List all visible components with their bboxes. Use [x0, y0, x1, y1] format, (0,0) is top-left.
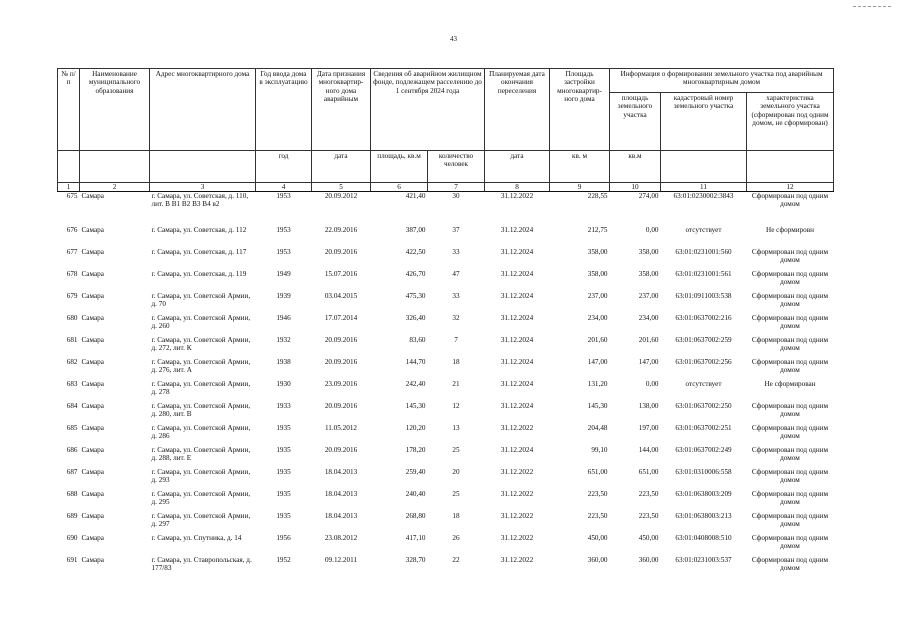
cell-end: 31.12.2024	[500, 402, 534, 410]
cell-cad: 63:01:0310006:558	[675, 468, 732, 476]
cell-char: Сформирован под одним домом	[751, 534, 829, 551]
cell-date: 15.07.2016	[324, 270, 358, 278]
cell-end: 31.12.2024	[500, 358, 534, 366]
cell-num: 681	[66, 336, 78, 344]
cell-cad: 63:01:0408008:510	[675, 534, 732, 542]
cell-bldg: 204,48	[587, 424, 608, 432]
cell-bldg: 147,00	[587, 358, 608, 366]
cell-people: 30	[452, 192, 460, 200]
cell-area: 145,30	[405, 402, 426, 410]
cell-char: Не сформировн	[766, 226, 815, 234]
cell-area: 178,20	[405, 446, 426, 454]
cell-people: 22	[452, 556, 460, 564]
cell-people: 12	[452, 402, 460, 410]
header-cadastral: кадастровый номер земельного участка	[661, 93, 747, 151]
cell-num: 677	[66, 248, 78, 256]
cell-cad: 63:01:0231003:537	[675, 556, 732, 564]
cell-end: 31.12.2022	[500, 490, 534, 498]
table-row	[58, 292, 834, 314]
cell-bldg: 201,60	[587, 336, 608, 344]
cell-end: 31.12.2022	[500, 468, 534, 476]
cell-year: 1935	[276, 512, 291, 520]
colnum-10: 10	[610, 183, 661, 192]
cell-mun: Самара	[81, 468, 104, 476]
cell-area: 242,40	[405, 380, 426, 388]
page-number: 43	[450, 35, 457, 43]
cell-bldg: 358,00	[587, 248, 608, 256]
cell-addr: г. Самара, ул. Советская, д. 119	[151, 270, 247, 278]
cell-year: 1956	[276, 534, 291, 542]
unit-empty-12	[747, 151, 834, 183]
cell-cad: 63:01:0911003:538	[675, 292, 732, 300]
cell-bldg: 228,55	[587, 192, 608, 200]
cell-char: Сформирован под одним домом	[751, 270, 829, 287]
cell-year: 1953	[276, 226, 291, 234]
cell-char: Сформирован под одним домом	[751, 556, 829, 573]
cell-year: 1935	[276, 424, 291, 432]
cell-mun: Самара	[81, 314, 104, 322]
cell-date: 20.09.2016	[324, 446, 358, 454]
cell-year: 1932	[276, 336, 291, 344]
unit-empty-3	[150, 151, 256, 183]
cell-mun: Самара	[81, 336, 104, 344]
cell-area: 120,20	[405, 424, 426, 432]
header-num: № п/п	[58, 69, 80, 151]
cell-char: Не сформирован	[764, 380, 816, 388]
cell-addr: г. Самара, ул. Советской Армии, д. 297	[151, 512, 251, 529]
corner-scan-mark	[853, 6, 891, 7]
cell-year: 1935	[276, 446, 291, 454]
unit-date2: дата	[485, 151, 550, 183]
cell-people: 25	[452, 446, 460, 454]
cell-num: 679	[66, 292, 78, 300]
cell-mun: Самара	[81, 556, 104, 564]
colnum-4: 4	[256, 183, 312, 192]
colnum-9: 9	[550, 183, 610, 192]
cell-num: 683	[66, 380, 78, 388]
cell-addr: г. Самара, ул. Спутника, д. 14	[151, 534, 242, 542]
cell-date: 09.12.2011	[324, 556, 358, 564]
header-year: Год ввода дома в эксплуатацию	[256, 69, 312, 151]
unit-date: дата	[312, 151, 371, 183]
cell-date: 20.09.2016	[324, 336, 358, 344]
cell-addr: г. Самара, ул. Советской Армии, д. 286	[151, 424, 251, 441]
colnum-11: 11	[661, 183, 747, 192]
cell-addr: г. Самара, ул. Советская, д. 110, лит. В В1 В2 В3 В4 в2	[151, 192, 249, 209]
cell-cad: 63:01:0230002:3843	[673, 192, 734, 200]
cell-cad: 63:01:0231001:560	[675, 248, 732, 256]
cell-people: 21	[452, 380, 460, 388]
cell-end: 31.12.2024	[500, 226, 534, 234]
colnum-5: 5	[312, 183, 371, 192]
cell-land: 358,00	[638, 248, 659, 256]
emergency-housing-table	[57, 68, 834, 578]
cell-date: 18.04.2013	[324, 468, 358, 476]
cell-land: 360,00	[638, 556, 659, 564]
cell-addr: г. Самара, ул. Ставропольская, д. 177/83	[151, 556, 252, 573]
cell-land: 223,50	[638, 512, 659, 520]
cell-num: 687	[66, 468, 78, 476]
table-row	[58, 446, 834, 468]
colnum-2: 2	[80, 183, 150, 192]
cell-bldg: 450,00	[587, 534, 608, 542]
cell-land: 651,00	[638, 468, 659, 476]
cell-bldg: 145,30	[587, 402, 608, 410]
cell-mun: Самара	[81, 192, 104, 200]
cell-date: 20.09.2016	[324, 402, 358, 410]
cell-area: 426,70	[405, 270, 426, 278]
cell-char: Сформирован под одним домом	[751, 248, 829, 265]
cell-year: 1949	[276, 270, 291, 278]
cell-bldg: 237,00	[587, 292, 608, 300]
cell-people: 7	[454, 336, 458, 344]
cell-mun: Самара	[81, 358, 104, 366]
cell-year: 1939	[276, 292, 291, 300]
table-row	[58, 402, 834, 424]
cell-bldg: 234,00	[587, 314, 608, 322]
cell-land: 0,00	[645, 380, 659, 388]
cell-area: 421,40	[405, 192, 426, 200]
cell-bldg: 651,00	[587, 468, 608, 476]
unit-empty-11	[661, 151, 747, 183]
cell-date: 20.09.2016	[324, 358, 358, 366]
header-municipality: Наименование муниципального образования	[80, 69, 150, 151]
table-row	[58, 512, 834, 534]
cell-num: 688	[66, 490, 78, 498]
cell-char: Сформирован под одним домом	[751, 358, 829, 375]
cell-end: 31.12.2024	[500, 380, 534, 388]
cell-cad: 63:01:0231001:561	[675, 270, 732, 278]
cell-mun: Самара	[81, 534, 104, 542]
cell-mun: Самара	[81, 424, 104, 432]
cell-mun: Самара	[81, 248, 104, 256]
cell-area: 475,30	[405, 292, 426, 300]
cell-char: Сформирован под одним домом	[751, 336, 829, 353]
cell-area: 387,00	[405, 226, 426, 234]
cell-mun: Самара	[81, 490, 104, 498]
cell-date: 11.05.2012	[324, 424, 358, 432]
cell-bldg: 212,75	[587, 226, 608, 234]
colnum-12: 12	[747, 183, 834, 192]
table-row	[58, 534, 834, 556]
cell-num: 685	[66, 424, 78, 432]
cell-num: 680	[66, 314, 78, 322]
cell-addr: г. Самара, ул. Советская, д. 112	[151, 226, 247, 234]
header-date-recognized: Дата признания многоквартир-ного дома аварийным	[312, 69, 371, 151]
cell-cad: 63:01:0637002:256	[675, 358, 732, 366]
cell-year: 1953	[276, 192, 291, 200]
cell-people: 18	[452, 358, 460, 366]
cell-bldg: 131,20	[587, 380, 608, 388]
cell-bldg: 223,50	[587, 512, 608, 520]
table-row	[58, 380, 834, 402]
cell-cad: отсутствует	[685, 380, 722, 388]
cell-date: 23.09.2016	[324, 380, 358, 388]
cell-mun: Самара	[81, 512, 104, 520]
cell-year: 1938	[276, 358, 291, 366]
colnum-8: 8	[485, 183, 550, 192]
table-row	[58, 248, 834, 270]
cell-addr: г. Самара, ул. Советской Армии, д. 293	[151, 468, 251, 485]
cell-addr: г. Самара, ул. Советской Армии, д. 260	[151, 314, 251, 331]
cell-bldg: 360,00	[587, 556, 608, 564]
header-building-area: Площадь застройки многоквартир-ного дома	[550, 69, 610, 151]
cell-num: 682	[66, 358, 78, 366]
table-body	[58, 192, 834, 579]
cell-bldg: 358,00	[587, 270, 608, 278]
cell-year: 1935	[276, 490, 291, 498]
cell-date: 23.08.2012	[324, 534, 358, 542]
cell-land: 201,60	[638, 336, 659, 344]
cell-date: 18.04.2013	[324, 490, 358, 498]
cell-num: 675	[66, 192, 78, 200]
header-land-info: Информация о формировании земельного участка под аварийным многоквартирным домом	[610, 69, 834, 93]
header-planned-end: Планируемая дата окончания переселения	[485, 69, 550, 151]
cell-num: 689	[66, 512, 78, 520]
table-row	[58, 270, 834, 292]
cell-people: 47	[452, 270, 460, 278]
cell-area: 326,40	[405, 314, 426, 322]
unit-area: площадь, кв.м	[371, 151, 428, 183]
cell-area: 268,80	[405, 512, 426, 520]
cell-num: 686	[66, 446, 78, 454]
table-row	[58, 336, 834, 358]
header-address: Адрес многоквартирного дома	[150, 69, 256, 151]
cell-date: 22.09.2016	[324, 226, 358, 234]
cell-land: 358,00	[638, 270, 659, 278]
cell-people: 33	[452, 292, 460, 300]
cell-num: 690	[66, 534, 78, 542]
cell-addr: г. Самара, ул. Советской Армии, д. 276, лит. А	[151, 358, 251, 375]
cell-bldg: 99,10	[591, 446, 608, 454]
cell-end: 31.12.2022	[500, 424, 534, 432]
cell-char: Сформирован под одним домом	[751, 424, 829, 441]
cell-date: 18.04.2013	[324, 512, 358, 520]
cell-addr: г. Самара, ул. Советской Армии, д. 278	[151, 380, 251, 397]
cell-end: 31.12.2024	[500, 248, 534, 256]
cell-year: 1946	[276, 314, 291, 322]
cell-num: 676	[66, 226, 78, 234]
cell-year: 1953	[276, 248, 291, 256]
cell-land: 138,00	[638, 402, 659, 410]
cell-cad: 63:01:0637002:251	[675, 424, 732, 432]
cell-people: 18	[452, 512, 460, 520]
unit-year: год	[256, 151, 312, 183]
cell-year: 1933	[276, 402, 291, 410]
cell-land: 0,00	[645, 226, 659, 234]
cell-land: 147,00	[638, 358, 659, 366]
cell-mun: Самара	[81, 402, 104, 410]
unit-empty-2	[80, 151, 150, 183]
cell-end: 31.12.2024	[500, 270, 534, 278]
cell-mun: Самара	[81, 292, 104, 300]
cell-end: 31.12.2022	[500, 192, 534, 200]
cell-land: 237,00	[638, 292, 659, 300]
cell-area: 422,50	[405, 248, 426, 256]
cell-people: 13	[452, 424, 460, 432]
cell-addr: г. Самара, ул. Советская, д. 117	[151, 248, 247, 256]
cell-cad: 63:01:0637002:249	[675, 446, 732, 454]
cell-cad: 63:01:0637002:259	[675, 336, 732, 344]
cell-end: 31.12.2024	[500, 446, 534, 454]
cell-land: 223,50	[638, 490, 659, 498]
cell-char: Сформирован под одним домом	[751, 292, 829, 309]
cell-date: 20.09.2012	[324, 192, 358, 200]
cell-char: Сформирован под одним домом	[751, 468, 829, 485]
cell-area: 83,60	[409, 336, 426, 344]
table-row	[58, 226, 834, 248]
cell-end: 31.12.2022	[500, 556, 534, 564]
cell-land: 274,00	[638, 192, 659, 200]
cell-people: 26	[452, 534, 460, 542]
cell-people: 25	[452, 490, 460, 498]
cell-area: 144,70	[405, 358, 426, 366]
cell-char: Сформирован под одним домом	[751, 446, 829, 463]
cell-cad: 63:01:0637002:216	[675, 314, 732, 322]
cell-addr: г. Самара, ул. Советской Армии, д. 288, лит. Е	[151, 446, 251, 463]
cell-land: 234,00	[638, 314, 659, 322]
cell-addr: г. Самара, ул. Советской Армии, д. 70	[151, 292, 251, 309]
cell-num: 678	[66, 270, 78, 278]
unit-sqm2: кв.м	[610, 151, 661, 183]
cell-addr: г. Самара, ул. Советской Армии, д. 280, лит. В	[151, 402, 251, 419]
cell-char: Сформирован под одним домом	[751, 314, 829, 331]
cell-mun: Самара	[81, 446, 104, 454]
cell-year: 1952	[276, 556, 291, 564]
cell-people: 37	[452, 226, 460, 234]
table-row	[58, 490, 834, 512]
cell-char: Сформирован под одним домом	[751, 490, 829, 507]
cell-year: 1930	[276, 380, 291, 388]
cell-date: 03.04.2015	[324, 292, 358, 300]
cell-end: 31.12.2022	[500, 512, 534, 520]
unit-people: количество человек	[428, 151, 485, 183]
cell-area: 328,70	[405, 556, 426, 564]
table-row	[58, 192, 834, 227]
cell-land: 144,00	[638, 446, 659, 454]
cell-land: 450,00	[638, 534, 659, 542]
cell-cad: 63:01:0638003:209	[675, 490, 732, 498]
cell-date: 20.09.2016	[324, 248, 358, 256]
unit-empty-1	[58, 151, 80, 183]
cell-mun: Самара	[81, 380, 104, 388]
cell-char: Сформирован под одним домом	[751, 192, 829, 209]
cell-date: 17.07.2014	[324, 314, 358, 322]
colnum-3: 3	[150, 183, 256, 192]
cell-area: 259,40	[405, 468, 426, 476]
header-characteristic: характеристика земельного участка (сформирован под одним домом, не сформирован)	[747, 93, 834, 151]
cell-num: 684	[66, 402, 78, 410]
cell-cad: 63:01:0637002:250	[675, 402, 732, 410]
cell-end: 31.12.2022	[500, 534, 534, 542]
cell-area: 417,10	[405, 534, 426, 542]
cell-year: 1935	[276, 468, 291, 476]
colnum-1: 1	[58, 183, 80, 192]
cell-mun: Самара	[81, 270, 104, 278]
cell-char: Сформирован под одним домом	[751, 402, 829, 419]
header-emergency-info: Сведения об аварийном жилищном фонде, подлежащем расселению до 1 сентября 2024 года	[371, 69, 485, 151]
colnum-7: 7	[428, 183, 485, 192]
cell-char: Сформирован под одним домом	[751, 512, 829, 529]
cell-mun: Самара	[81, 226, 104, 234]
table-row	[58, 358, 834, 380]
cell-num: 691	[66, 556, 78, 564]
table-row	[58, 424, 834, 446]
cell-end: 31.12.2024	[500, 336, 534, 344]
cell-people: 20	[452, 468, 460, 476]
cell-people: 32	[452, 314, 460, 322]
cell-people: 33	[452, 248, 460, 256]
cell-area: 240,40	[405, 490, 426, 498]
cell-end: 31.12.2024	[500, 314, 534, 322]
cell-land: 197,00	[638, 424, 659, 432]
table-row	[58, 468, 834, 490]
table-row	[58, 314, 834, 336]
unit-sqm: кв. м	[550, 151, 610, 183]
cell-cad: отсутствует	[685, 226, 722, 234]
cell-end: 31.12.2024	[500, 292, 534, 300]
cell-addr: г. Самара, ул. Советской Армии, д. 272, лит. К	[151, 336, 251, 353]
colnum-6: 6	[371, 183, 428, 192]
cell-cad: 63:01:0638003:213	[675, 512, 732, 520]
table-row	[58, 556, 834, 578]
cell-bldg: 223,50	[587, 490, 608, 498]
header-land-area: площадь земельного участка	[610, 93, 661, 151]
cell-addr: г. Самара, ул. Советской Армии, д. 295	[151, 490, 251, 507]
